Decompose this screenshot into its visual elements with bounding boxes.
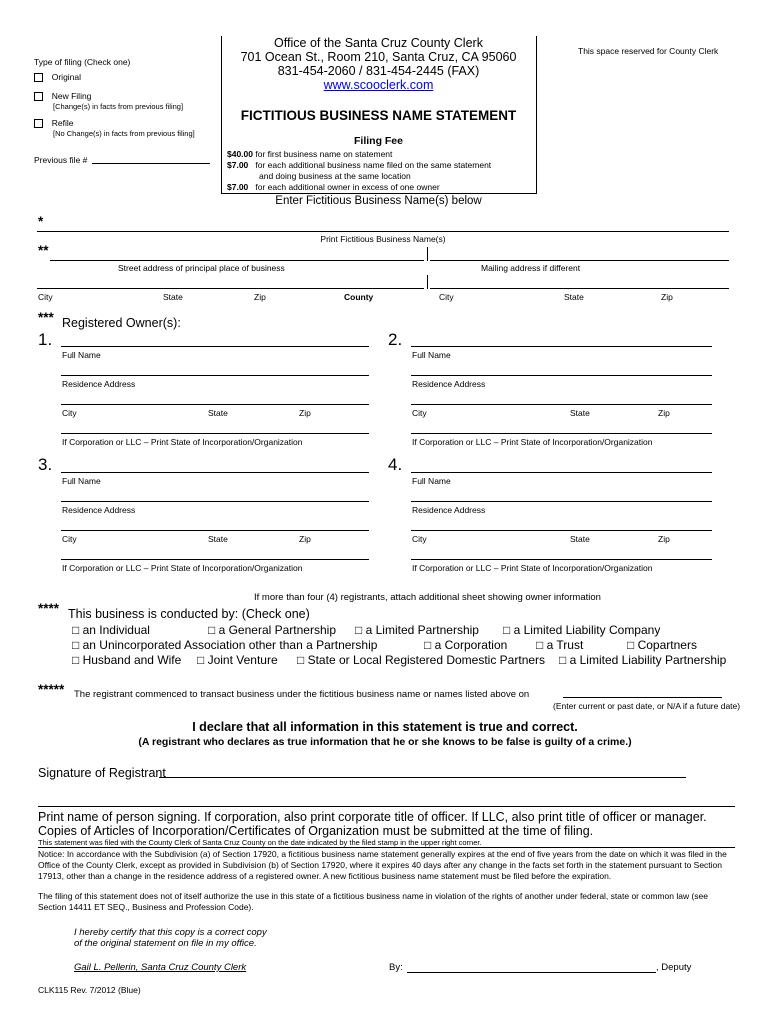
street-address-input[interactable]	[50, 260, 424, 261]
owner-1-city-input[interactable]	[61, 404, 369, 405]
declaration-line-2: (A registrant who declares as true information that he or she knows to be false is guilty of a crime.)	[138, 736, 632, 748]
limited-partnership-checkbox[interactable]: □	[355, 623, 363, 637]
filing-type-heading: Type of filing (Check one)	[34, 57, 131, 67]
county-label: County	[344, 292, 374, 302]
signature-label: Signature of Registrant	[38, 766, 166, 780]
fee2-text2: and doing business at the same location	[259, 171, 411, 181]
mailing-city-input[interactable]	[430, 288, 729, 289]
by-label: By:	[389, 962, 403, 973]
certify-line-1: I hereby certify that this copy is a correct copy	[74, 927, 267, 938]
individual-checkbox[interactable]: □	[72, 623, 80, 637]
owner-3-corp-label: If Corporation or LLC – Print State of Incorporation/Organization	[62, 563, 303, 573]
option-trust[interactable]	[536, 638, 583, 652]
owner-4-number: 4.	[388, 455, 403, 474]
option-refile[interactable]	[34, 118, 73, 128]
fee2-amount: $7.00	[227, 160, 249, 170]
more-registrants-note: If more than four (4) registrants, attach additional sheet showing owner information	[254, 592, 601, 603]
state-label: State	[163, 292, 183, 302]
option-new-filing[interactable]	[34, 91, 91, 101]
corporation-checkbox[interactable]: □	[424, 638, 432, 652]
original-checkbox[interactable]	[34, 73, 43, 82]
fee3-amount: $7.00	[227, 182, 249, 192]
limited-partnership-label: a Limited Partnership	[365, 623, 479, 637]
fee1-text: for first business name on statement	[255, 149, 393, 159]
mailing-city-label: City	[439, 292, 454, 302]
star-1: *	[38, 214, 44, 229]
owner-2-corp-input[interactable]	[411, 433, 712, 434]
header-bottom-line	[221, 193, 537, 194]
owner-2-address-label: Residence Address	[412, 379, 486, 389]
zip-label: Zip	[254, 292, 266, 302]
owner-3-city-label: City	[62, 534, 77, 544]
corporation-label: a Corporation	[434, 638, 508, 652]
owner-2-city-label: City	[412, 408, 427, 418]
enter-names-heading: Enter Fictitious Business Name(s) below	[275, 195, 482, 207]
form-title: FICTITIOUS BUSINESS NAME STATEMENT	[240, 108, 517, 123]
llp-checkbox[interactable]: □	[559, 653, 567, 667]
husband-wife-label: Husband and Wife	[82, 653, 182, 667]
individual-label: an Individual	[82, 623, 150, 637]
business-name-input[interactable]	[37, 231, 729, 232]
fee-row-1	[227, 149, 392, 159]
mailing-zip-label: Zip	[661, 292, 673, 302]
trust-label: a Trust	[546, 638, 584, 652]
owner-2-name-label: Full Name	[412, 350, 451, 360]
trust-checkbox[interactable]: □	[536, 638, 544, 652]
refile-note: [No Change(s) in facts from previous filing]	[53, 129, 195, 138]
owner-3-state-label: State	[208, 534, 228, 544]
general-partnership-checkbox[interactable]: □	[208, 623, 216, 637]
filing-fee-heading: Filing Fee	[353, 135, 403, 147]
reserved-space: This space reserved for County Clerk	[578, 46, 719, 56]
declaration-line-1: I declare that all information in this statement is true and correct.	[192, 720, 578, 734]
owner-1-corp-label: If Corporation or LLC – Print State of Incorporation/Organization	[62, 437, 303, 447]
owner-4-name-label: Full Name	[412, 476, 451, 486]
print-name-instruction: Print name of person signing. If corporation, also print corporate title of officer. If LLC, also print title of officer or manager.	[38, 810, 707, 824]
star-4: ****	[38, 601, 60, 616]
address-divider-2	[427, 275, 428, 289]
owner-4-corp-label: If Corporation or LLC – Print State of Incorporation/Organization	[412, 563, 653, 573]
joint-venture-checkbox[interactable]: □	[197, 653, 205, 667]
filing-authorization-text: The filing of this statement does not of itself authorize the use in this state of a fictitious business name in violation of the rights of another under federal, state or common law (see Section 14411 ET SEQ., Business and Profession Code).	[38, 891, 708, 912]
office-address: 701 Ocean St., Room 210, Santa Cruz, CA 95060	[240, 50, 517, 64]
general-partnership-label: a General Partnership	[218, 623, 336, 637]
original-label: Original	[51, 72, 82, 82]
owner-3-address-label: Residence Address	[62, 505, 136, 515]
option-general-partnership[interactable]	[208, 623, 336, 637]
new-filing-checkbox[interactable]	[34, 92, 43, 101]
option-joint-venture[interactable]	[197, 653, 278, 667]
owner-2-state-label: State	[570, 408, 590, 418]
commenced-date-input[interactable]	[563, 697, 722, 698]
owner-3-number: 3.	[38, 455, 53, 474]
owner-3-name-input[interactable]	[61, 472, 369, 473]
signature-input[interactable]	[159, 777, 686, 778]
owner-2-zip-label: Zip	[658, 408, 670, 418]
deputy-signature-input[interactable]	[407, 972, 656, 973]
copies-instruction: Copies of Articles of Incorporation/Certificates of Organization must be submitted at the time of filing.	[38, 824, 594, 838]
option-unincorporated[interactable]	[72, 638, 377, 652]
owner-1-corp-input[interactable]	[61, 433, 369, 434]
owner-3-corp-input[interactable]	[61, 559, 369, 560]
owner-1-name-input[interactable]	[61, 346, 369, 347]
owner-3-zip-label: Zip	[299, 534, 311, 544]
previous-file-input[interactable]	[92, 163, 210, 164]
mailing-address-input[interactable]	[430, 260, 729, 261]
owner-2-city-input[interactable]	[411, 404, 712, 405]
husband-wife-checkbox[interactable]: □	[72, 653, 80, 667]
new-filing-note: [Change(s) in facts from previous filing]	[53, 102, 184, 111]
option-individual[interactable]	[72, 623, 150, 637]
city-label: City	[38, 292, 53, 302]
owner-1-address-label: Residence Address	[62, 379, 136, 389]
address-divider-1	[427, 247, 428, 261]
office-phones: 831-454-2060 / 831-454-2445 (FAX)	[277, 64, 480, 78]
option-domestic-partners[interactable]	[297, 653, 545, 667]
mailing-label: Mailing address if different	[481, 263, 581, 273]
llc-checkbox[interactable]: □	[503, 623, 511, 637]
owner-1-state-label: State	[208, 408, 228, 418]
owner-2-address-input[interactable]	[411, 375, 712, 376]
owner-4-state-label: State	[570, 534, 590, 544]
owner-2-corp-label: If Corporation or LLC – Print State of Incorporation/Organization	[412, 437, 653, 447]
unincorporated-label: an Unincorporated Association other than a Partnership	[82, 638, 378, 652]
owner-2-name-input[interactable]	[411, 346, 712, 347]
owner-1-city-label: City	[62, 408, 77, 418]
option-original[interactable]	[34, 72, 81, 82]
owner-1-zip-label: Zip	[299, 408, 311, 418]
notice-separator	[38, 847, 735, 848]
owner-4-city-label: City	[412, 534, 427, 544]
city-state-zip-input[interactable]	[37, 288, 424, 289]
option-copartners[interactable]	[627, 638, 697, 652]
llp-label: a Limited Liability Partnership	[569, 653, 727, 667]
fee-row-2	[227, 160, 491, 170]
owner-4-address-label: Residence Address	[412, 505, 486, 515]
option-limited-partnership[interactable]	[355, 623, 479, 637]
certify-line-2: of the original statement on file in my office.	[74, 938, 257, 949]
owner-4-corp-input[interactable]	[411, 559, 712, 560]
owner-1-number: 1.	[38, 330, 53, 349]
fee1-amount: $40.00	[227, 149, 253, 159]
domestic-partners-label: State or Local Registered Domestic Partners	[307, 653, 546, 667]
refile-checkbox[interactable]	[34, 119, 43, 128]
county-clerk-name: Gail L. Pellerin, Santa Cruz County Clerk	[74, 962, 247, 973]
star-3: ***	[38, 310, 54, 325]
star-5: *****	[38, 682, 65, 697]
owner-2-number: 2.	[388, 330, 403, 349]
commenced-note: (Enter current or past date, or N/A if a future date)	[553, 701, 741, 711]
commenced-text: The registrant commenced to transact business under the fictitious business name or names listed above on	[74, 689, 530, 700]
owner-4-city-input[interactable]	[411, 530, 712, 531]
copartners-checkbox[interactable]: □	[627, 638, 635, 652]
conducted-heading: This business is conducted by: (Check one)	[68, 607, 310, 621]
filed-statement: This statement was filed with the County Clerk of Santa Cruz County on the date indicated by the filed stamp in the upper right corner.	[38, 838, 482, 847]
option-corporation[interactable]	[424, 638, 507, 652]
website-link[interactable]: www.scooclerk.com	[323, 78, 434, 92]
option-llp[interactable]	[559, 653, 726, 667]
website-wrap	[221, 78, 536, 92]
unincorporated-checkbox[interactable]: □	[72, 638, 80, 652]
owner-3-city-input[interactable]	[61, 530, 369, 531]
owner-4-address-input[interactable]	[411, 501, 712, 502]
option-llc[interactable]	[503, 623, 660, 637]
owner-4-zip-label: Zip	[658, 534, 670, 544]
owner-1-name-label: Full Name	[62, 350, 101, 360]
print-names-label: Print Fictitious Business Name(s)	[320, 234, 446, 244]
joint-venture-label: Joint Venture	[207, 653, 278, 667]
deputy-label: , Deputy	[656, 962, 692, 973]
fee2-text: for each additional business name filed on the same statement	[255, 160, 492, 170]
fee-row-3	[227, 182, 440, 192]
notice-text: Notice: In accordance with the Subdivision (a) of Section 17920, a fictitious business name statement generally expires at the end of five years from the date on which it was filed in the Office of the County Clerk, except as provided in Subdivision (b) of Section 17920, where it expires 40 days after any change in the facts set forth in the statement pursuant to Section 17913, other than a change in the residence address of a registered owner. A new fictitious business name statement must be filed before the expiration.	[38, 849, 727, 881]
fee3-text: for each additional owner in excess of one owner	[255, 182, 440, 192]
owner-4-name-input[interactable]	[411, 472, 712, 473]
print-name-input[interactable]	[38, 806, 735, 807]
registered-owners-heading: Registered Owner(s):	[62, 316, 181, 330]
owner-1-address-input[interactable]	[61, 375, 369, 376]
mailing-state-label: State	[564, 292, 584, 302]
office-name: Office of the Santa Cruz County Clerk	[274, 36, 483, 50]
option-husband-wife[interactable]	[72, 653, 181, 667]
street-label: Street address of principal place of business	[118, 263, 285, 273]
refile-label: Refile	[51, 118, 74, 128]
star-2: **	[38, 243, 49, 258]
form-revision: CLK115 Rev. 7/2012 (Blue)	[38, 985, 141, 995]
llc-label: a Limited Liability Company	[513, 623, 661, 637]
previous-file-label: Previous file #	[34, 155, 88, 165]
header-right-divider	[536, 36, 537, 194]
copartners-label: Copartners	[637, 638, 697, 652]
owner-3-address-input[interactable]	[61, 501, 369, 502]
new-filing-label: New Filing	[51, 91, 92, 101]
owner-3-name-label: Full Name	[62, 476, 101, 486]
domestic-partners-checkbox[interactable]: □	[297, 653, 305, 667]
